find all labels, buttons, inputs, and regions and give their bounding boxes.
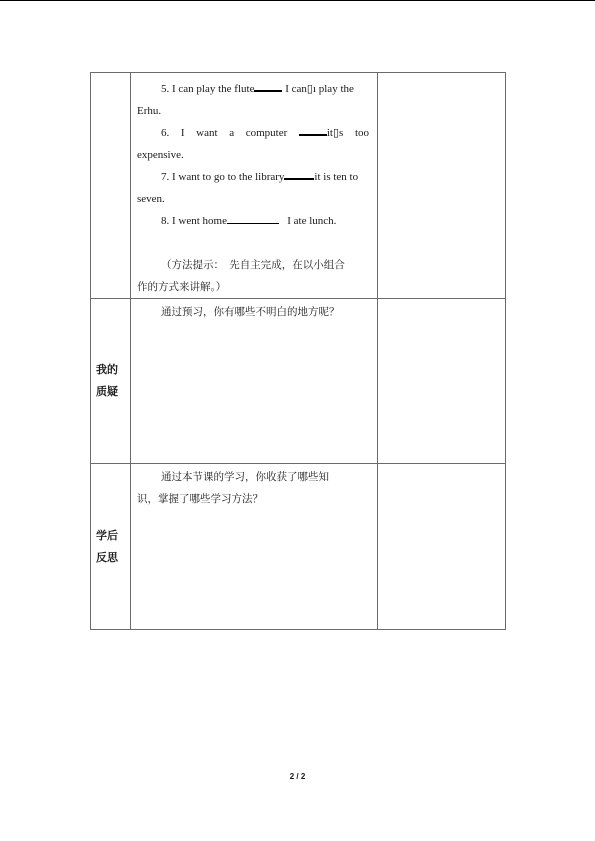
exercise-continuation: Erhu.: [137, 105, 162, 117]
exercise-notes-cell: [378, 73, 506, 299]
exercise-word: too: [354, 127, 370, 139]
questions-prompt: 通过预习，你有哪些不明白的地方呢？: [161, 306, 340, 318]
exercise-6: [137, 122, 369, 144]
questions-row: [91, 299, 506, 464]
exercise-cell: [131, 73, 378, 299]
reflection-label: [91, 525, 130, 569]
exercise-number: 7.: [161, 171, 170, 183]
reflection-label-cell: [91, 464, 131, 630]
reflection-prompt: 通过本节课的学习，你收获了哪些知: [161, 471, 329, 483]
reflection-cell: [131, 464, 378, 630]
reflection-prompt-continuation: 识，掌握了哪些学习方法？: [137, 493, 263, 505]
exercise-text: I ate lunch.: [287, 215, 337, 227]
answer-blank: [254, 79, 282, 92]
worksheet-table: [90, 72, 506, 630]
questions-label: [91, 359, 130, 403]
method-tip: （方法提示： 先自主完成，在以小组合: [161, 259, 345, 271]
questions-label-line: 质疑: [96, 385, 118, 398]
reflection-label-line: 反思: [96, 550, 118, 564]
questions-content: [131, 299, 377, 323]
exercise-word: want: [196, 127, 218, 139]
questions-notes-cell: [378, 299, 506, 464]
answer-blank: [299, 123, 327, 136]
exercise-continuation: seven.: [137, 193, 165, 205]
reflection-notes-cell: [378, 464, 506, 630]
exercise-text: it is ten to: [314, 171, 359, 183]
reflection-content: [131, 464, 377, 510]
exercise-list: [131, 73, 377, 298]
answer-blank: [284, 167, 314, 180]
exercise-word: I: [180, 127, 185, 139]
exercise-word: it▯s: [326, 127, 344, 139]
exercise-word: computer: [245, 127, 288, 139]
exercise-word: a: [229, 127, 235, 139]
reflection-row: [91, 464, 506, 630]
answer-blank: [227, 212, 279, 224]
exercise-number: 5.: [161, 83, 170, 95]
exercise-5: [137, 78, 369, 100]
reflection-label-line: 学后: [96, 528, 118, 542]
questions-label-line: 我的: [96, 363, 118, 376]
exercise-8: [137, 210, 369, 232]
questions-cell: [131, 299, 378, 464]
exercise-label-cell: [91, 73, 131, 299]
exercise-text: I want to go to the library: [172, 171, 285, 183]
exercise-row: [91, 73, 506, 299]
exercise-continuation: expensive.: [137, 149, 184, 161]
exercise-text: I went home: [172, 215, 227, 227]
method-tip-continuation: 作的方式来讲解。）: [137, 281, 227, 293]
exercise-number: 8.: [161, 215, 170, 227]
spacer: [137, 232, 369, 254]
questions-label-cell: [91, 299, 131, 464]
exercise-text: I can play the flute: [172, 83, 255, 95]
exercise-text: I can▯ı play the: [282, 83, 354, 95]
page-number: 2 / 2: [289, 772, 306, 781]
exercise-7: [137, 166, 369, 188]
exercise-number: 6.: [161, 127, 170, 139]
top-rule: [0, 0, 595, 1]
